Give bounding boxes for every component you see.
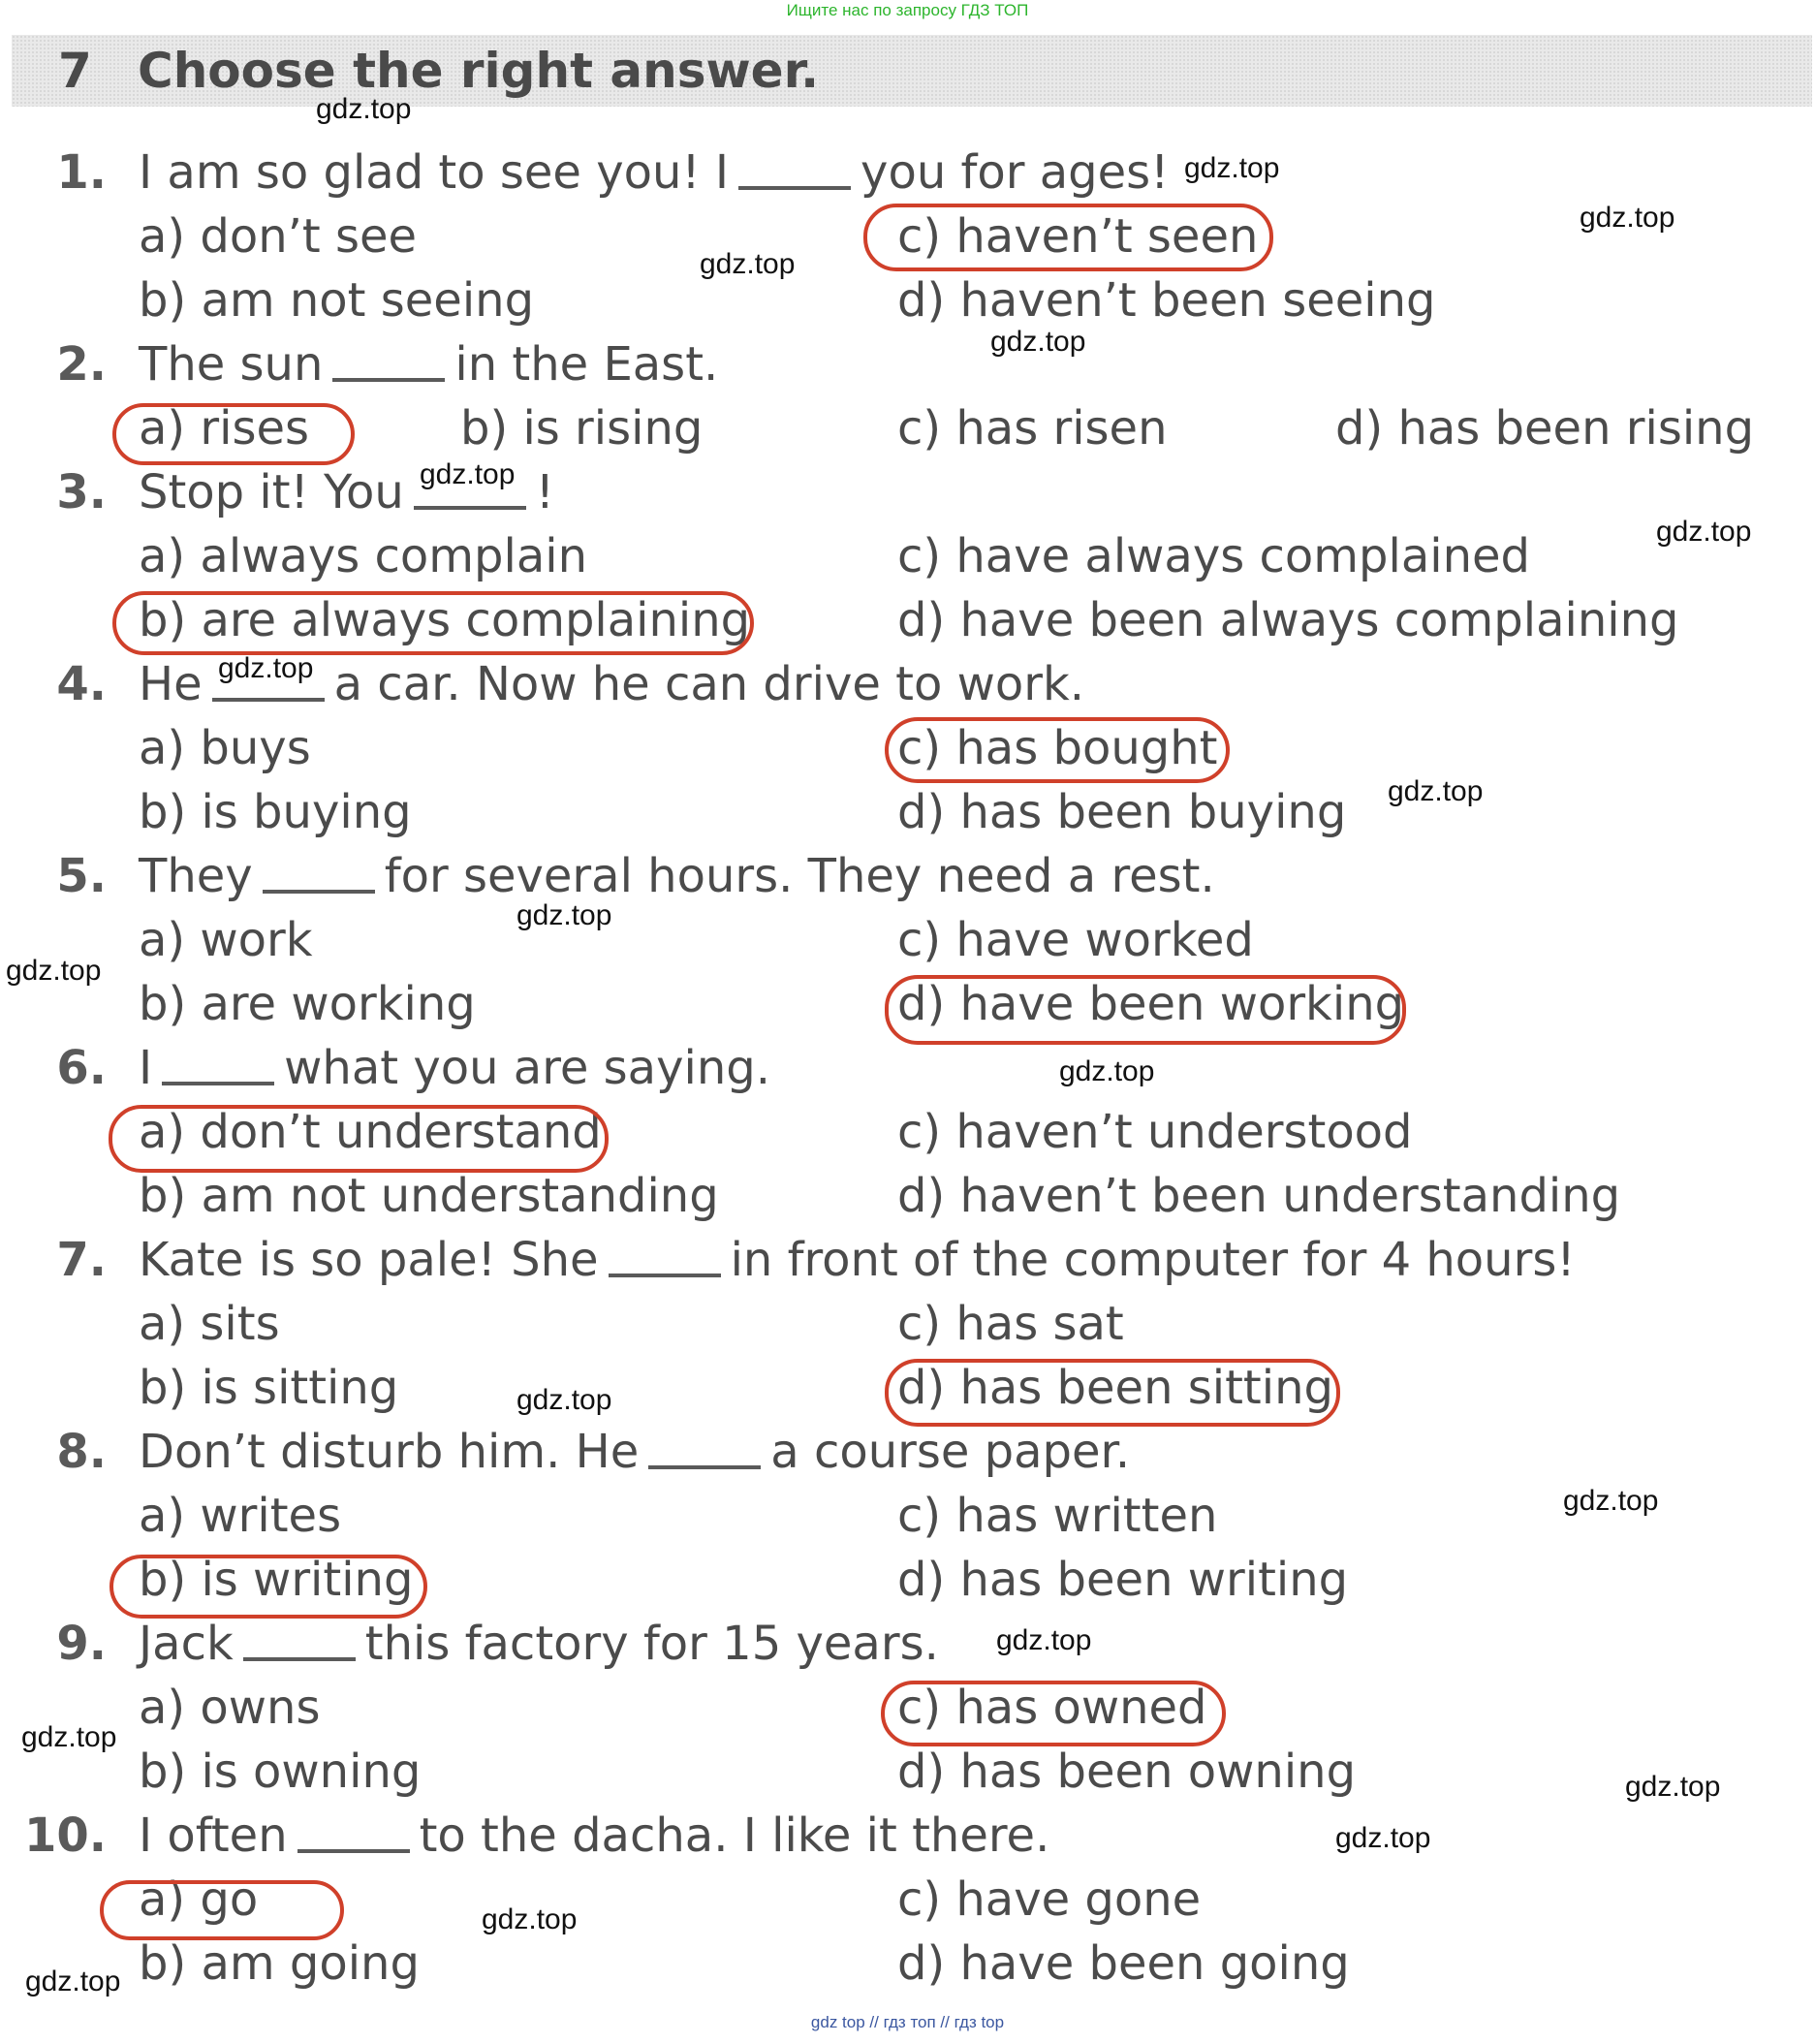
watermark: gdz.top [516, 899, 612, 931]
option-d[interactable]: d) has been owning [897, 1745, 1357, 1799]
stem-after: this factory for 15 years. [364, 1617, 939, 1671]
watermark: gdz.top [1388, 775, 1484, 807]
stem-before: Jack [139, 1617, 234, 1671]
stem-before: They [139, 849, 253, 903]
watermark: gdz.top [316, 93, 412, 125]
answer-blank [609, 1274, 721, 1277]
question-stem [139, 1039, 770, 1097]
stem-after: in front of the computer for 4 hours! [730, 1233, 1576, 1287]
watermark: gdz.top [996, 1624, 1092, 1656]
watermark: gdz.top [420, 458, 516, 490]
option-d[interactable]: d) has been writing [897, 1553, 1349, 1607]
answer-blank [243, 1657, 356, 1661]
stem-after: in the East. [454, 337, 719, 392]
option-a[interactable]: a) don’t see [139, 209, 418, 264]
stem-before: Kate is so pale! She [139, 1233, 599, 1287]
option-c[interactable]: c) has sat [897, 1297, 1124, 1351]
answer-blank [738, 186, 851, 190]
watermark: gdz.top [6, 955, 102, 987]
option-d[interactable]: d) have been always complaining [897, 593, 1679, 647]
option-b[interactable]: b) are working [139, 977, 476, 1031]
exercise-number: 7 [58, 43, 92, 99]
option-a[interactable]: a) always complain [139, 529, 587, 583]
question-stem [139, 1423, 1130, 1481]
question-number: 3. [56, 465, 107, 519]
option-a[interactable]: a) work [139, 913, 313, 967]
answer-circle-q6 [109, 1105, 609, 1173]
option-c[interactable]: c) haven’t understood [897, 1105, 1413, 1159]
watermark: gdz.top [516, 1384, 612, 1416]
answer-circle-q10 [100, 1880, 344, 1940]
answer-blank [332, 378, 445, 382]
question-number: 6. [56, 1041, 107, 1095]
stem-after: ! [535, 465, 555, 519]
option-b[interactable]: b) is buying [139, 785, 412, 839]
watermark: gdz.top [1335, 1822, 1431, 1854]
answer-blank [162, 1082, 274, 1085]
top-banner[interactable]: Ищите нас по запросу ГДЗ ТОП [786, 1, 1029, 19]
option-b[interactable]: b) is writing [139, 1553, 414, 1607]
option-b[interactable]: b) is sitting [139, 1361, 399, 1415]
watermark: gdz.top [218, 652, 314, 684]
option-a[interactable]: a) rises [139, 401, 310, 456]
question-number: 1. [56, 145, 107, 200]
stem-before: I [139, 1041, 153, 1095]
stem-before: Don’t disturb him. He [139, 1425, 640, 1479]
option-d[interactable]: d) haven’t been understanding [897, 1169, 1621, 1223]
watermark: gdz.top [1580, 202, 1675, 234]
answer-circle-q1 [863, 204, 1273, 271]
stem-after: for several hours. They need a rest. [384, 849, 1215, 903]
option-c[interactable]: c) have worked [897, 913, 1254, 967]
answer-circle-q5 [885, 975, 1406, 1045]
watermark: gdz.top [1184, 152, 1280, 184]
option-b[interactable]: b) is owning [139, 1745, 422, 1799]
question-stem [139, 1231, 1576, 1289]
stem-after: to the dacha. I like it there. [419, 1808, 1050, 1863]
stem-after: what you are saying. [284, 1041, 770, 1095]
question-stem [139, 847, 1215, 905]
question-number: 10. [23, 1808, 107, 1863]
watermark: gdz.top [990, 326, 1086, 358]
question-number: 9. [56, 1617, 107, 1671]
stem-after: a car. Now he can drive to work. [333, 657, 1085, 711]
question-number: 2. [56, 337, 107, 392]
option-a[interactable]: a) writes [139, 1489, 342, 1543]
stem-before: I often [139, 1808, 288, 1863]
option-a[interactable]: a) go [139, 1872, 259, 1927]
exercise-title: Choose the right answer. [138, 43, 820, 99]
answer-blank [297, 1849, 410, 1853]
watermark: gdz.top [1059, 1055, 1155, 1087]
option-d[interactable]: d) has been buying [897, 785, 1347, 839]
answer-circle-q4 [885, 717, 1230, 783]
option-c[interactable]: c) have gone [897, 1872, 1202, 1927]
option-c[interactable]: c) has written [897, 1489, 1218, 1543]
question-stem [139, 143, 1169, 202]
option-c[interactable]: c) has owned [897, 1681, 1207, 1735]
option-b[interactable]: b) am not understanding [139, 1169, 719, 1223]
watermark: gdz.top [25, 1965, 121, 1997]
stem-before: He [139, 657, 203, 711]
option-d[interactable]: d) have been working [897, 977, 1405, 1031]
option-a[interactable]: a) owns [139, 1681, 321, 1735]
question-number: 4. [56, 657, 107, 711]
option-a[interactable]: a) don’t understand [139, 1105, 602, 1159]
option-c[interactable]: c) have always complained [897, 529, 1530, 583]
stem-before: I am so glad to see you! I [139, 145, 730, 200]
option-b[interactable]: b) are always complaining [139, 593, 751, 647]
option-b[interactable]: b) am going [139, 1936, 420, 1991]
watermark: gdz.top [482, 1903, 578, 1935]
option-c[interactable]: c) has risen [897, 401, 1168, 456]
option-c[interactable]: c) haven’t seen [897, 209, 1259, 264]
answer-circle-q9 [881, 1681, 1226, 1746]
option-c[interactable]: c) has bought [897, 721, 1218, 775]
watermark: gdz.top [1625, 1771, 1721, 1803]
bottom-banner[interactable]: gdz top // гдз топ // гдз top [810, 2013, 1005, 2031]
option-b[interactable]: b) am not seeing [139, 273, 535, 328]
option-d[interactable]: d) has been rising [1335, 401, 1755, 456]
option-d[interactable]: d) have been going [897, 1936, 1350, 1991]
watermark: gdz.top [1656, 516, 1752, 548]
answer-blank [414, 506, 526, 510]
stem-before: The sun [139, 337, 324, 392]
answer-circle-q3 [112, 591, 754, 655]
question-number: 8. [56, 1425, 107, 1479]
question-stem [139, 335, 718, 393]
option-b[interactable]: b) is rising [460, 401, 704, 456]
watermark: gdz.top [700, 248, 796, 280]
watermark: gdz.top [1563, 1485, 1659, 1517]
question-stem [139, 1807, 1049, 1865]
answer-blank [212, 698, 325, 702]
answer-circle-q8 [110, 1555, 427, 1619]
option-d[interactable]: d) haven’t been seeing [897, 273, 1436, 328]
option-a[interactable]: a) sits [139, 1297, 280, 1351]
question-number: 7. [56, 1233, 107, 1287]
stem-before: Stop it! You [139, 465, 404, 519]
stem-after: a course paper. [770, 1425, 1131, 1479]
question-stem [139, 1615, 939, 1673]
answer-circle-q2 [112, 403, 355, 465]
option-a[interactable]: a) buys [139, 721, 311, 775]
answer-circle-q7 [885, 1359, 1340, 1427]
answer-blank [263, 890, 375, 894]
watermark: gdz.top [21, 1721, 117, 1753]
option-d[interactable]: d) has been sitting [897, 1361, 1333, 1415]
answer-blank [648, 1465, 761, 1469]
stem-after: you for ages! [861, 145, 1170, 200]
question-number: 5. [56, 849, 107, 903]
